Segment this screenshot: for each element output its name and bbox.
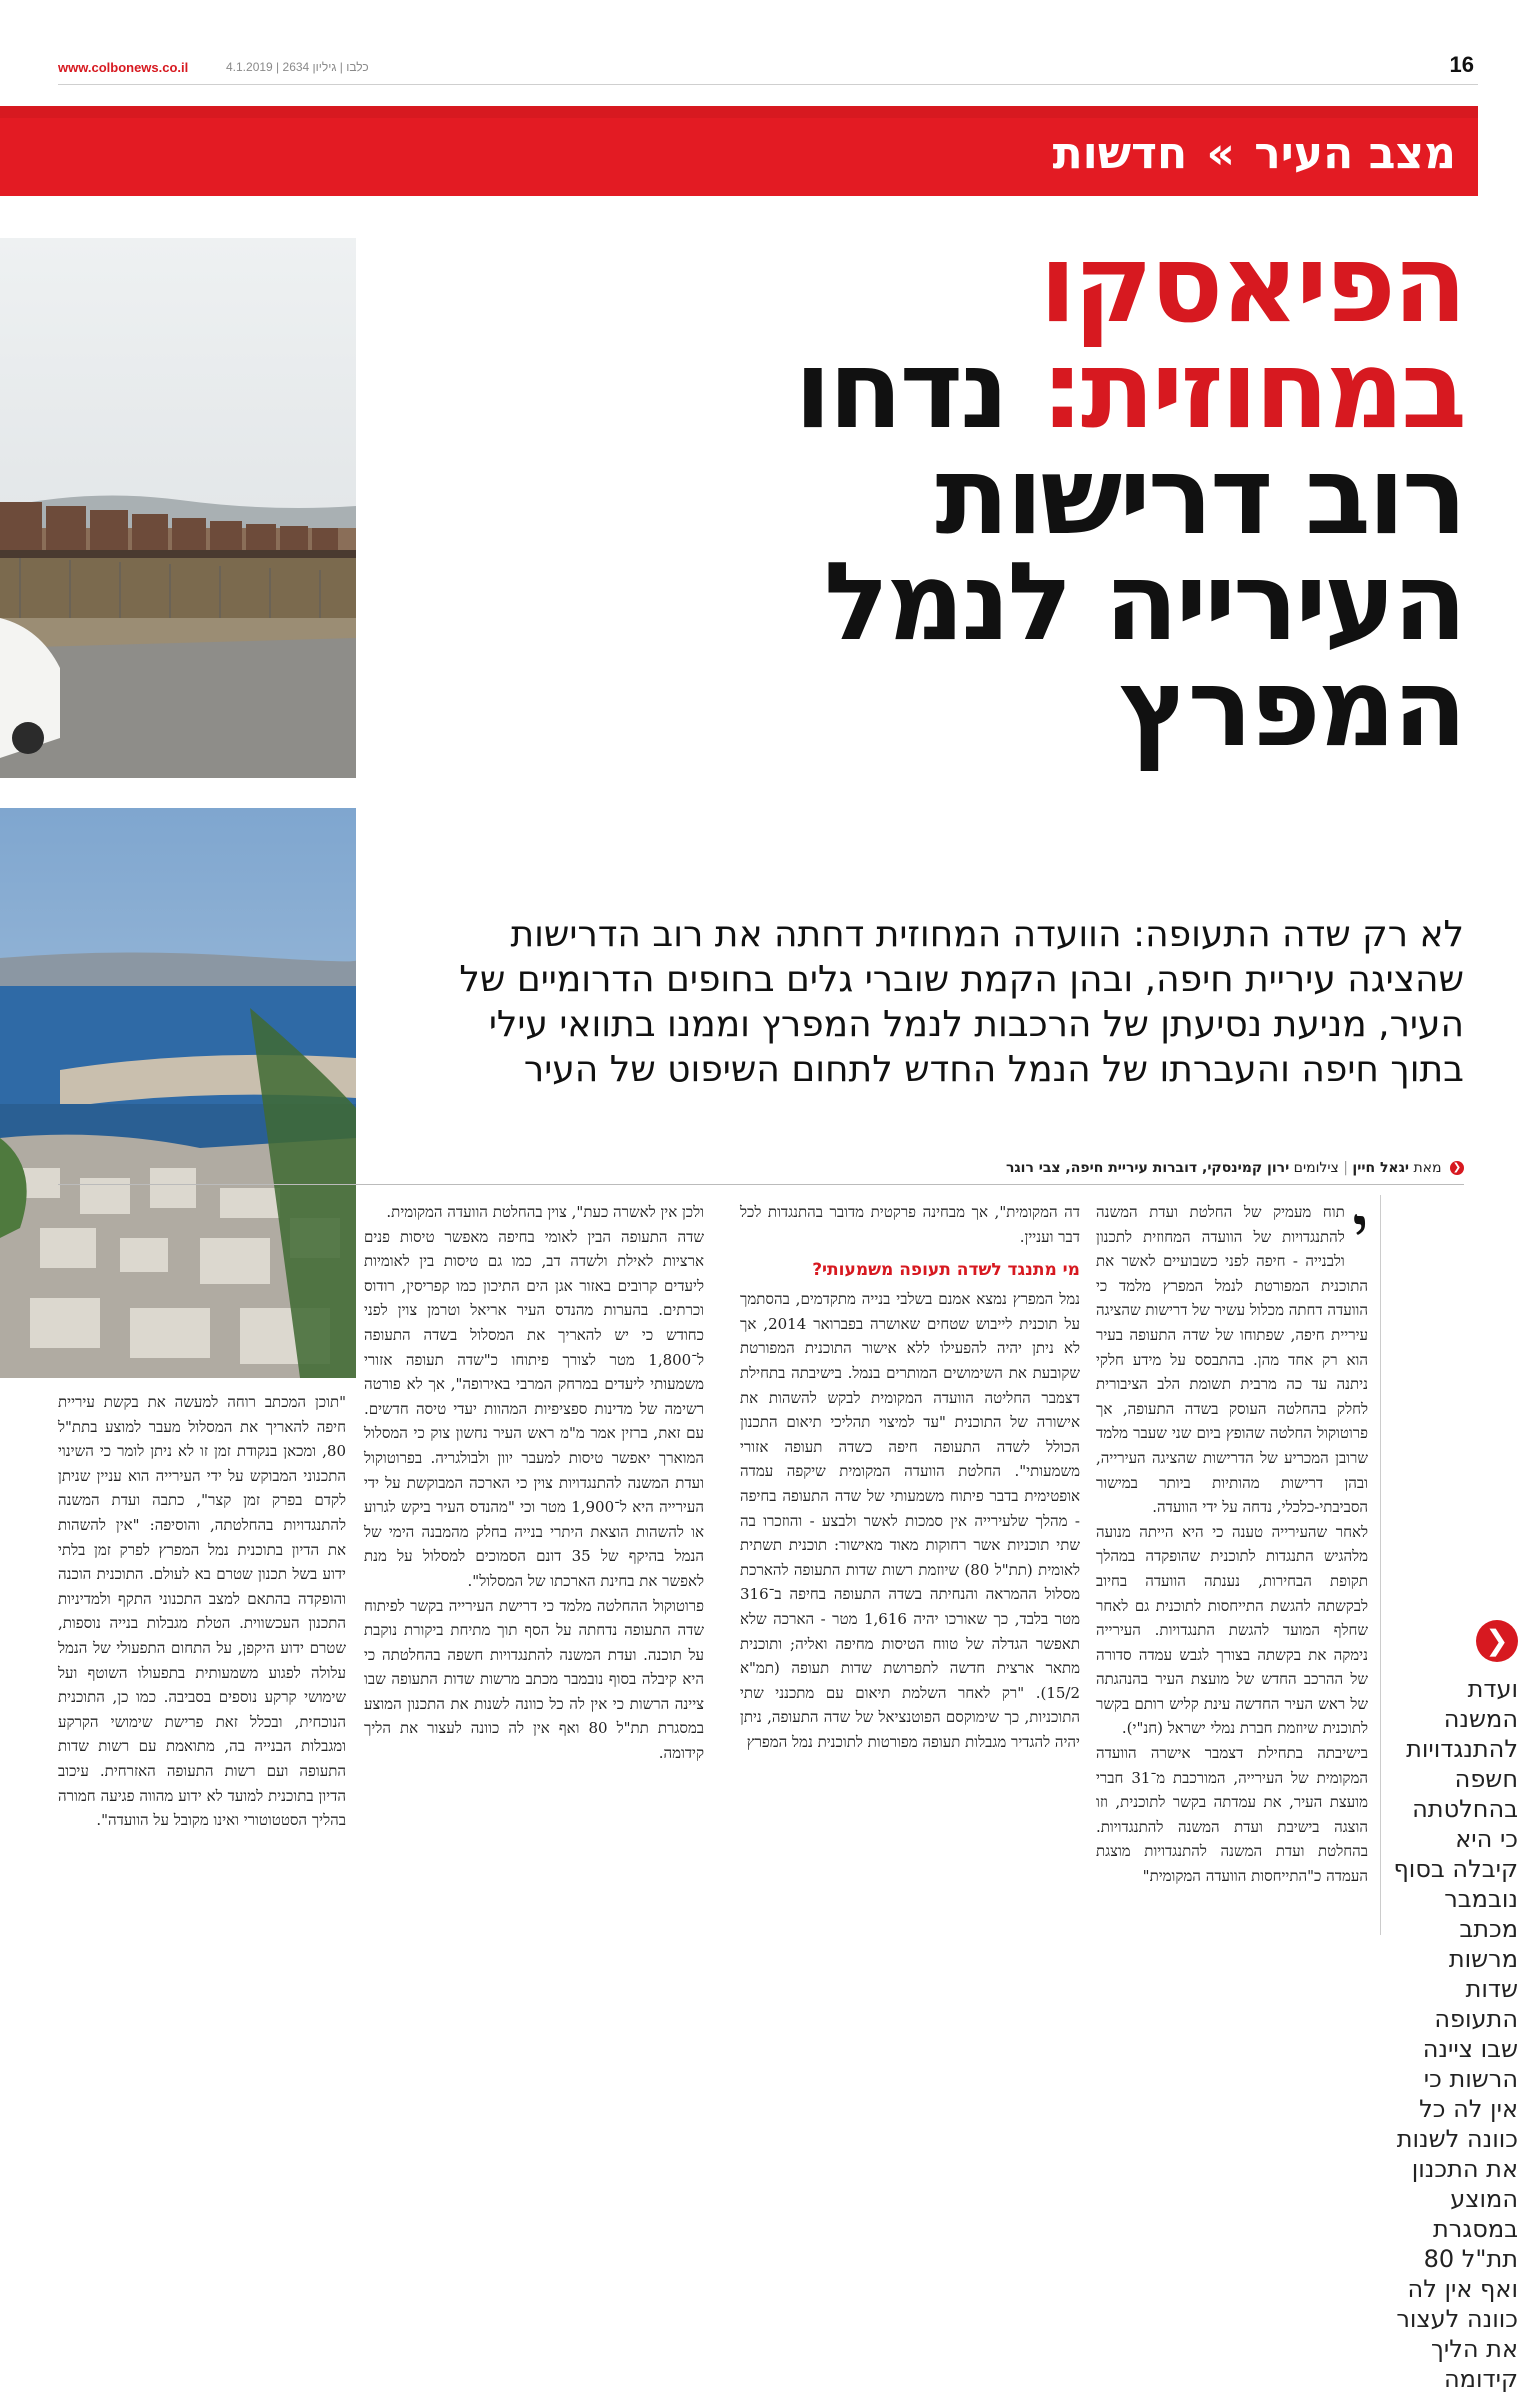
pull-quote bbox=[1392, 1620, 1518, 2394]
headline-line-2-black: נדחו bbox=[794, 328, 1007, 453]
deck-subtitle: לא רק שדה התעופה: הוועדה המחוזית דחתה את רוב הדרישות שהציגה עיריית חיפה, ובהן הקמת שוברי גלים בחופים הדרומיים של העיר, מניעת נסיעתן של הרכבות לנמל המפרץ וממנו בתוואי עילי בתוך חיפה והעברתו של הנמל החדש לתחום השיפוט של העיר bbox=[459, 914, 1464, 1090]
section-bar-top bbox=[0, 106, 1478, 118]
subheading: מי מתנגד לשדה תעופה משמעותי? bbox=[812, 1260, 1080, 1281]
article-paragraph: תוח מעמיק של החלטת ועדת המשנה להתנגדויות של הוועדה המחוזית לתכנון ולבנייה - חיפה לפני כשבועיים לאשר את התוכנית המפורטת לנמל המפרץ מלמד כי הוועדה דחתה מכלול עשיר של דרישות שהציגה עיריית חיפה, שפתוחו של שדה התעופה בעיר הוא רק אחד מהן. בהתבסס על מידע חלקי ניתנה עד כה מרבית תשומת הלב הציבורית לחלק בהחלטה העוסק בשדה התעופה, אך פרוטוקול החלטה שהופץ ביום שני שעבר מלמד שרובן המכריע של הדרישות שהציגה העירייה, ובהן דרישות מהותיות ביותר במישור הסביבתי-כלכלי, נדחה על ידי הוועדה. bbox=[1096, 1203, 1368, 1517]
dropcap: י bbox=[1352, 1194, 1368, 1262]
arrow-left-icon: ❮ bbox=[1476, 1620, 1518, 1662]
article-paragraph: "תוכן המכתב רוחה למעשה את בקשת עיריית חיפה להאריך את המסלול מעבר למוצע בתת"ל 80, ומכאן בנקודת זמן זו לא ניתן לומר כי השינוי התכנוני המבוקש על ידי העירייה הוא עניין שניתן לקדם בפרק זמן קצר", כתבה ועדת המשנה להתנגדויות בהחלטתה, והוסיפה: "אין להשהות את הדיון בתוכנית נמל המפרץ לפרק זמן בלתי ידוע בשל תכנון שטרם בא לעולם. התוכנית הוכנה והופקדה בהתאם למצב התכנוני התקף ולמדיניות התכנון העכשווית. הטלת מגבלות בנייה נוספות, שטרם ידוע היקפן, על התחום התפעולי של הנמל עלולה לפגוע משמעותית בתפעולו השוטף ועל שימושי קרקע נוספים בסביבה. כמו כן, התוכנית הנוכחית, ובכלל זאת פרישת שימושי הקרקע ומגבלות הבנייה בה, מתואמת עם רשות שדות התעופה ועם רשות התעופה האזרחית. עיכוב הדיון בתוכנית למועד לא ידוע מהווה פגיעה חמורה בהליך הסטטוטורי ואינו מקובל על הוועדה". bbox=[58, 1393, 346, 1830]
headline-line-3: רוב דרישות bbox=[935, 434, 1464, 559]
pull-quote-text: ועדת המשנה להתנגדויות חשפה בהחלטתה כי היא קיבלה בסוף נובמבר מכתב מרשות שדות התעופה שבו ציינה הרשות כי אין לה כל כוונה לשנות את התכנון המוצע במסגרת תת"ל 80 ואף אין לה כוונה לעצור את הליך קידומה bbox=[1393, 1675, 1518, 2393]
photo-haifa-bay bbox=[0, 808, 356, 1378]
byline-divider bbox=[58, 1184, 1464, 1185]
article-column-3 bbox=[364, 1200, 704, 1766]
section-main: מצב העיר bbox=[1254, 128, 1456, 179]
site-url[interactable]: www.colbonews.co.il bbox=[58, 60, 189, 75]
article-paragraph: לאחר שהעירייה טענה כי היא הייתה מנועה מלהגיש התנגדות לתוכנית שהופקדה במהלך תקופת הבחירות, נענתה הוועדה בחיוב לבקשתה להגשת התייחסות לתוכנית גם לאחר שחלף המועד להגשת התנגדויות. העירייה נימקה את בקשתה בצורך לגבש עמדה סדורה של ההרכב החדש של מועצת העיר בהנהגתה של ראש העיר החדשה עינת קליש רותם בקשר לתוכנית שיוזמת חברת נמלי ישראל (חנ"י). bbox=[1096, 1522, 1368, 1738]
section-title bbox=[1053, 128, 1456, 179]
column-divider bbox=[1380, 1195, 1381, 1935]
issue-info: כלבו | גיליון 2634 | 4.1.2019 bbox=[226, 60, 369, 74]
headline-line-2-red: במחוזית: bbox=[1040, 328, 1464, 453]
article-column-1 bbox=[1096, 1194, 1368, 1889]
article-column-2 bbox=[740, 1200, 1080, 1754]
headline-line-1: הפיאסקו bbox=[1039, 222, 1464, 347]
page-number: 16 bbox=[1449, 52, 1474, 77]
arrow-left-icon: ❮ bbox=[1450, 1161, 1464, 1175]
byline-photographers: ירון קמינסקי, דוברות עיריית חיפה, צבי רוגר bbox=[1005, 1160, 1290, 1176]
article-paragraph: פרוטוקול ההחלטה מלמד כי דרישת העירייה בקשר לפיתוח שדה התעופה נדחתה על הסף תוך מתיחת ביקורת נוקבת על תוכנה. ועדת המשנה להתנגדויות חשפה בהחלטתה כי היא קיבלה בסוף נובמבר מכתב מרשות שדות התעופה שבו ציינה הרשות כי אין לה כל כוונה לשנות את התכנון המוצע במסגרת תת"ל 80 ואף אין לה כוונה לעצור את הליך קידומה. bbox=[364, 1596, 704, 1763]
headline bbox=[464, 222, 1464, 771]
article-column-4 bbox=[58, 1390, 346, 1833]
article-paragraph: בישיבתה בתחילת דצמבר אישרה הוועדה המקומית של העירייה, המורכבת מ־31 חברי מועצת העיר, את עמדתה בקשר לתוכנית, וזו הוצגה בישיבת ועדת המשנה להתנגדויות. בהחלטת ועדת המשנה להתנגדויות מוצגת העמדה כ"התייחסות הוועדה המקומית" bbox=[1096, 1744, 1368, 1886]
section-sub: חדשות bbox=[1052, 128, 1188, 179]
article-paragraph: ולכן אין לאשרה כעת", צוין בהחלטת הוועדה המקומית. bbox=[386, 1203, 704, 1221]
section-bar bbox=[0, 118, 1478, 196]
double-chevron-icon: » bbox=[1206, 128, 1235, 179]
article-paragraph: שדה התעופה הבין לאומי בחיפה מאפשר טיסות פנים ארציות לאילת ולשדה דב, כמו גם טיסות בין לאומיות ליעדים קרובים באזור אגן הים התיכון כמו קפריסין, רודוס וכרתים. בהערות מהנדס העיר אריאל וטרמן צוין לפני כחודש כי יש להאריך את המסלול בשדה התעופה ל־1,800 מטר לצורך פיתוחו כ"שדה תעופה אזורי משמעותי ליעדים במרחק המרבי באירופה", אך לא פורטה רשימה של מדינות ספציפיות המהוות יעדי טיסה חדשים. עם זאת, ברזין אמר מ"מ ראש העיר נחשון צוק כי המסלול המוארך יאפשר טיסות למעבר יוון ולבולגריה. בפרוטוקול ועדת המשנה להתנגדויות צוין כי הארכה המבוקשת על ידי העירייה היא ל־1,900 מטר וכי "מהנדס העיר ביקש לגרוע או להשהות הוצאת היתרי בנייה בחלק מהמבנה הימי של הנמל בהיקף של 35 דונם הסמוכים למסלול על מנת לאפשר את בחינת הארכתו של המסלול". bbox=[364, 1227, 704, 1590]
headline-line-5: המפרץ bbox=[1119, 646, 1464, 771]
article-paragraph: נמל המפרץ נמצא אמנם בשלבי בנייה מתקדמים, בהסתמך על תוכנית לייבוש שטחים שאושרה בפברואר 2014, אך לא ניתן יהיה להפעילו ללא אישור התוכנית המפורטת שקובעת את השימושים המותרים בנמל. בישיבתה בתחילת דצמבר החליטה הוועדה המקומית לבקש להשהות את אישורה של התוכנית "עד למיצוי תהליכי תיאום התכנון הכולל לשדה התעופה חיפה כשדה תעופה אזורי משמעותי". החלטת הוועדה המקומית שיקפה עמדה אופטימית בדבר פיתוח משמעותי של שדה התעופה בחיפה - מהלך שלעירייה אין סמכות לאשר ולבצע - והוזכרו בה שתי תוכניות אשר רחוקות מאוד מאישור: תוכנית תשתית לאומית (תת"ל 80) שיוזמת רשות שדות התעופה להארכת מסלול ההמראה והנחיתה בשדה התעופה בחיפה ב־316 מטר בלבד, כך שאורכו יהיה 1,616 מטר - הארכה שלא תאפשר הגדלה של טווח הטיסות מחיפה ואליה; ותוכנית מתאר ארצית חדשה לתפרושת שדות תעופה (תמ"א 15/2). "רק לאחר השלמת תיאום עם מתכנני שתי התוכניות, כך שימוקסם הפוטנציאל של שדה התעופה, ניתן יהיה להגדיר מגבלות תעופה מפורטות לתוכנית נמל המפרץ bbox=[740, 1290, 1081, 1751]
byline-author: יגאל חיין bbox=[1352, 1160, 1410, 1176]
byline: ❮ מאת יגאל חיין | צילומים ירון קמינסקי, דוברות עיריית חיפה, צבי רוגר bbox=[414, 1160, 1464, 1176]
byline-photo-label: צילומים bbox=[1293, 1160, 1339, 1176]
photo-freight-train bbox=[0, 238, 356, 778]
byline-by-label: מאת bbox=[1413, 1160, 1442, 1176]
headline-line-4: העירייה לנמל bbox=[823, 540, 1464, 665]
article-paragraph: דה המקומית", אך מבחינה פרקטית מדובר בהתנגדות לכל דבר ועניין. bbox=[740, 1203, 1080, 1246]
header-divider bbox=[58, 84, 1478, 85]
